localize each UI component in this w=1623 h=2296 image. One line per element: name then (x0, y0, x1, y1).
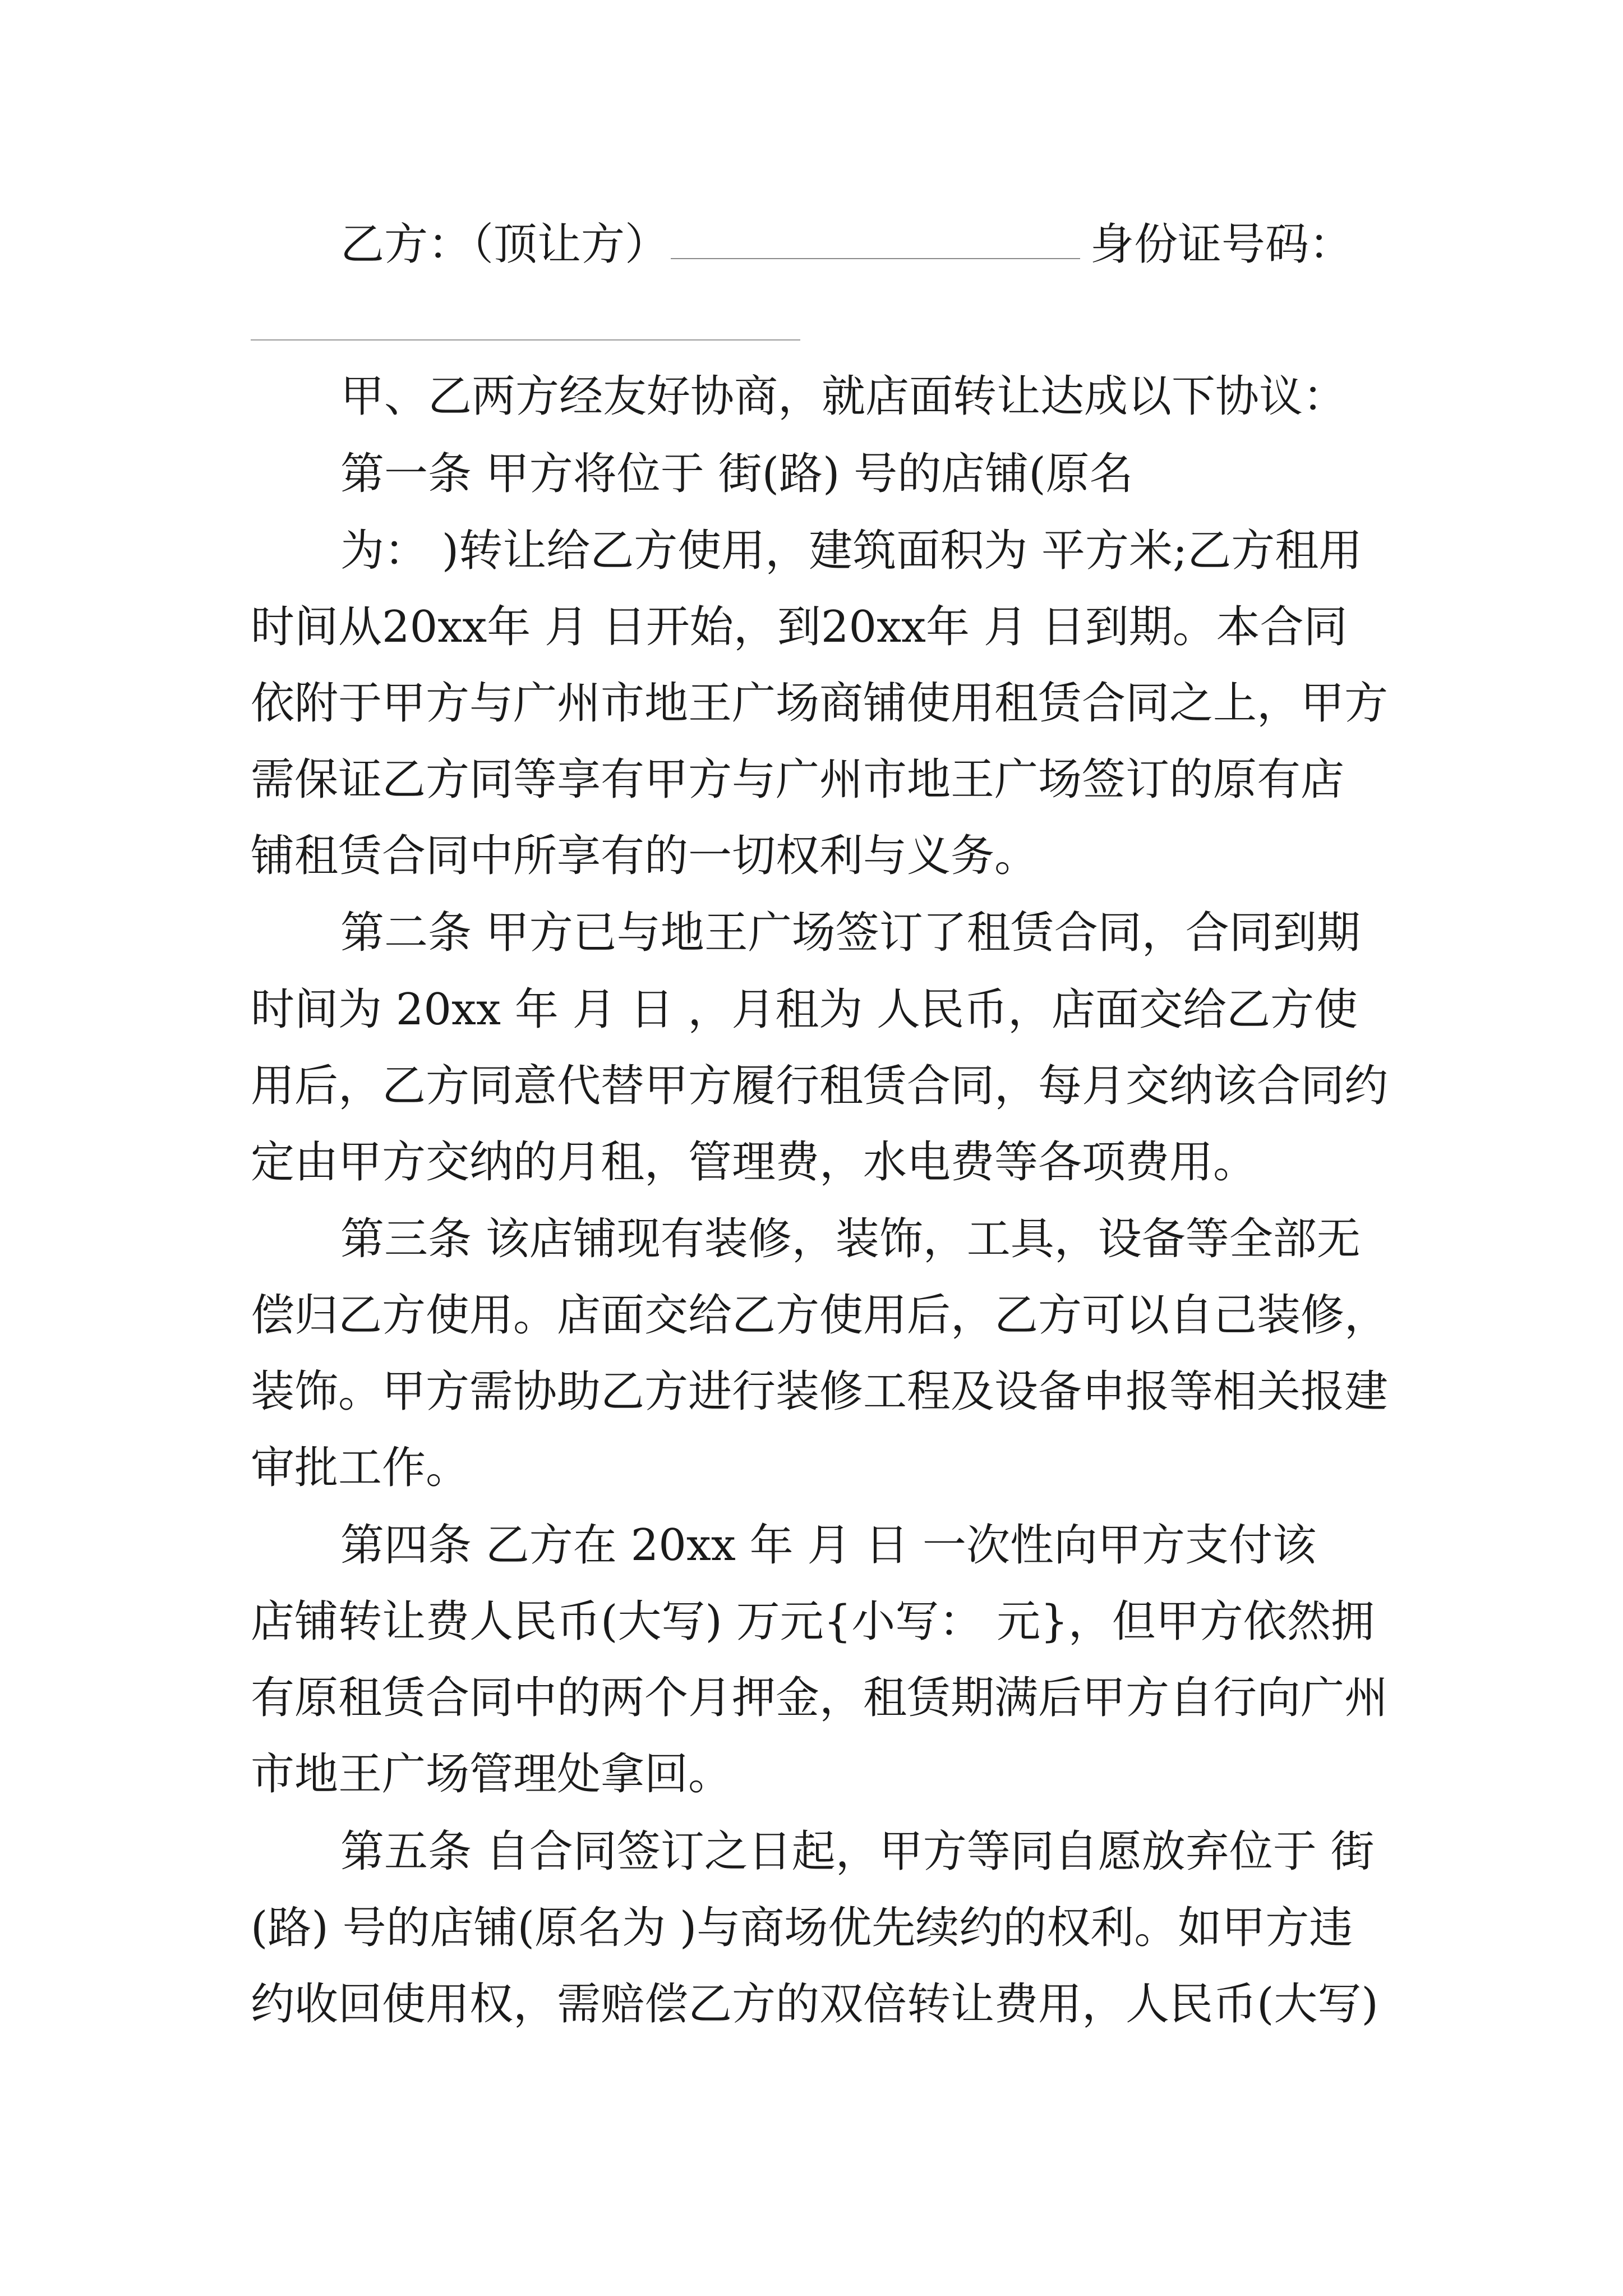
id-number-label: 身份证号码： (1090, 219, 1353, 270)
paragraph-line: 装饰。甲方需协助乙方进行装修工程及设备申报等相关报建 (251, 1366, 1389, 1417)
party-b-line (340, 217, 1353, 273)
paragraph-line: 第一条 甲方将位于 街(路) 号的店铺(原名 (340, 449, 1133, 499)
paragraph-line: 用后，乙方同意代替甲方履行租赁合同，每月交纳该合同约 (251, 1061, 1389, 1111)
paragraph-line: 甲、乙两方经友好协商，就店面转让达成以下协议： (340, 371, 1347, 422)
paragraph-line: 市地王广场管理处拿回。 (251, 1749, 732, 1800)
paragraph-line: 第五条 自合同签订之日起，甲方等同自愿放弃位于 街 (340, 1826, 1375, 1877)
paragraph-line: 有原租赁合同中的两个月押金，租赁期满后甲方自行向广州 (251, 1673, 1389, 1723)
paragraph-line: 第三条 该店铺现有装修，装饰，工具，设备等全部无 (340, 1214, 1361, 1264)
paragraph-line: 需保证乙方同等享有甲方与广州市地王广场签订的原有店 (251, 754, 1345, 805)
paragraph-line: 约收回使用权，需赔偿乙方的双倍转让费用，人民币(大写) (251, 1979, 1378, 2030)
id-number-blank (251, 339, 800, 341)
paragraph-line: 时间为 20xx 年 月 日 ，月租为 人民币，店面交给乙方使 (251, 984, 1358, 1035)
paragraph-line: 依附于甲方与广州市地王广场商铺使用租赁合同之上，甲方 (251, 678, 1389, 729)
paragraph-line: 定由甲方交纳的月租，管理费，水电费等各项费用。 (251, 1137, 1257, 1188)
paragraph-line: 第四条 乙方在 20xx 年 月 日 一次性向甲方支付该 (340, 1520, 1316, 1571)
party-b-label: 乙方：（顶让方） (340, 219, 669, 270)
paragraph-line: 审批工作。 (251, 1443, 470, 1493)
paragraph-line: 时间从20xx年 月 日开始，到20xx年 月 日到期。本合同 (251, 602, 1348, 652)
paragraph-line: 铺租赁合同中所享有的一切权利与义务。 (251, 831, 1039, 881)
paragraph-line: 为： )转让给乙方使用，建筑面积为 平方米;乙方租用 (340, 526, 1363, 576)
paragraph-line: (路) 号的店铺(原名为 )与商场优先续约的权利。如甲方违 (251, 1903, 1353, 1953)
paragraph-line: 第二条 甲方已与地王广场签订了租赁合同，合同到期 (340, 908, 1361, 958)
paragraph-line: 偿归乙方使用。店面交给乙方使用后，乙方可以自己装修， (251, 1290, 1389, 1341)
paragraph-line: 店铺转让费人民币(大写) 万元{小写： 元}，但甲方依然拥 (251, 1596, 1375, 1647)
party-b-blank (671, 218, 1080, 259)
